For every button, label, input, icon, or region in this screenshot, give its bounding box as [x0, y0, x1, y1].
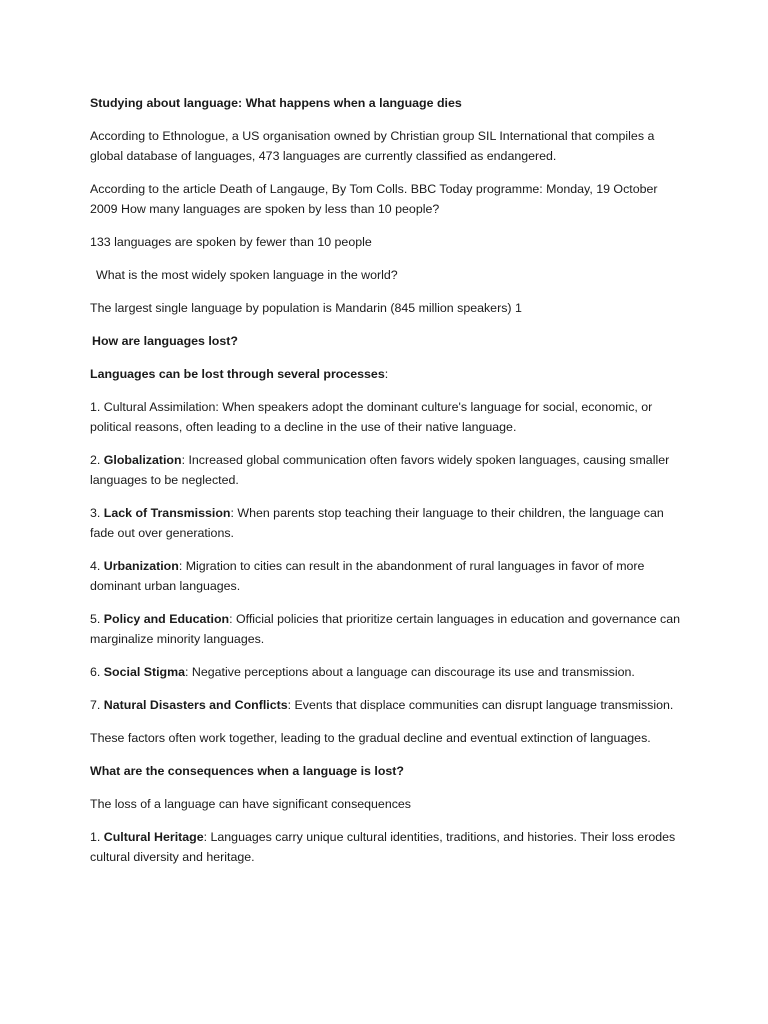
list-item: 1. Cultural Assimilation: When speakers adopt the dominant culture's language for social, economic, or political reasons, often leading to a decline in the use of their native language.: [90, 400, 653, 434]
paragraph-loss: The loss of a language can have significant consequences: [90, 797, 411, 811]
paragraph-133-languages: 133 languages are spoken by fewer than 10 people: [90, 235, 372, 249]
document-body: [90, 93, 682, 880]
list-item-term: Policy and Education: [103, 612, 230, 626]
paragraph-ethnologue: According to Ethnologue, a US organisation owned by Christian group SIL International that compiles a global database of languages, 473 languages are currently classified as endangered.: [90, 129, 655, 163]
heading-processes: [90, 364, 682, 384]
list-item: 5. Policy and Education: Official policies that prioritize certain languages in education and governance can marginalize minority languages.: [90, 612, 681, 646]
heading-how-lost: How are languages lost?: [92, 334, 238, 348]
list-item-term: Lack of Transmission: [103, 506, 231, 520]
list-item: 4. Urbanization: Migration to cities can result in the abandonment of rural languages in favor of more dominant urban languages.: [90, 559, 645, 593]
list-item: 7. Natural Disasters and Conflicts: Events that displace communities can disrupt language transmission.: [90, 698, 674, 712]
document-title: Studying about language: What happens when a language dies: [90, 96, 462, 110]
list-item: 2. Globalization: Increased global communication often favors widely spoken languages, causing smaller languages to be neglected.: [90, 453, 670, 487]
heading-processes-text: Languages can be lost through several processes: [90, 367, 385, 381]
list-item: 3. Lack of Transmission: When parents stop teaching their language to their children, the language can fade out over generations.: [90, 506, 664, 540]
list-item-term: Social Stigma: [103, 665, 186, 679]
paragraph-mandarin: The largest single language by population is Mandarin (845 million speakers) 1: [90, 301, 522, 315]
list-item: 6. Social Stigma: Negative perceptions about a language can discourage its use and transmission.: [90, 665, 635, 679]
paragraph-article: According to the article Death of Langauge, By Tom Colls. BBC Today programme: Monday, 19 October 2009 How many languages are spoken by less than 10 people?: [90, 182, 658, 216]
list-item-term: Natural Disasters and Conflicts: [103, 698, 288, 712]
heading-consequences: What are the consequences when a language is lost?: [90, 764, 404, 778]
consequence-item-term: Cultural Heritage: [103, 830, 204, 844]
list-item-term: Urbanization: [103, 559, 179, 573]
question-widely-spoken: What is the most widely spoken language in the world?: [96, 268, 398, 282]
paragraph-factors: These factors often work together, leading to the gradual decline and eventual extinction of languages.: [90, 731, 651, 745]
heading-processes-colon: :: [384, 367, 389, 381]
list-item-term: Globalization: [103, 453, 182, 467]
consequence-item: 1. Cultural Heritage: Languages carry unique cultural identities, traditions, and histories. Their loss erodes cultural diversity and heritage.: [90, 830, 676, 864]
